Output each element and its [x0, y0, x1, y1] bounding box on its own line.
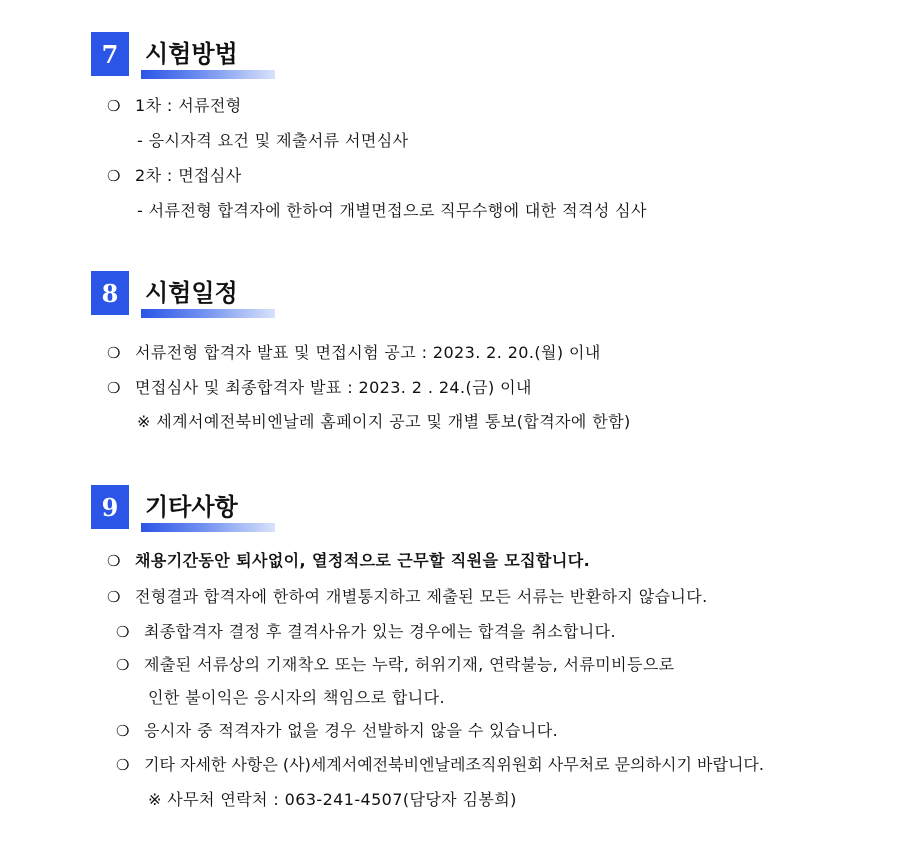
- list-item-text: 최종합격자 결정 후 결격사유가 있는 경우에는 합격을 취소합니다.: [144, 622, 616, 641]
- circle-bullet-icon: ❍: [107, 588, 121, 606]
- section-number-badge: 8: [91, 271, 129, 315]
- section-title: 시험일정: [145, 279, 238, 307]
- circle-bullet-icon: ❍: [116, 656, 130, 674]
- note-text: ※ 사무처 연락처 : 063-241-4507(담당자 김봉희): [148, 790, 517, 809]
- section-number-badge: 7: [91, 32, 129, 76]
- heading-underline: [141, 523, 275, 532]
- circle-bullet-icon: ❍: [107, 167, 121, 185]
- section-title: 기타사항: [145, 493, 238, 521]
- list-item-text: 채용기간동안 퇴사없이, 열정적으로 근무할 직원을 모집합니다.: [135, 551, 591, 570]
- circle-bullet-icon: ❍: [107, 97, 121, 115]
- list-item: [116, 718, 558, 741]
- list-item: [107, 93, 242, 116]
- list-item-text: 응시자 중 적격자가 없을 경우 선발하지 않을 수 있습니다.: [144, 721, 559, 740]
- list-item-text: 인한 불이익은 응시자의 책임으로 합니다.: [148, 688, 445, 707]
- list-item: [107, 340, 601, 363]
- note-item: [148, 787, 517, 810]
- list-item-detail: [137, 128, 408, 151]
- list-item: [107, 584, 708, 607]
- list-item-continuation: [148, 685, 445, 708]
- list-item: [107, 375, 532, 398]
- list-item-text: - 응시자격 요건 및 제출서류 서면심사: [137, 131, 409, 150]
- list-item: [116, 752, 764, 775]
- list-item: [116, 619, 616, 642]
- list-item: [107, 548, 590, 571]
- list-item-text: - 서류전형 합격자에 한하여 개별면접으로 직무수행에 대한 적격성 심사: [137, 201, 647, 220]
- list-item-text: 제출된 서류상의 기재착오 또는 누락, 허위기재, 연락불능, 서류미비등으로: [144, 655, 675, 674]
- circle-bullet-icon: ❍: [107, 552, 121, 570]
- section-number-badge: 9: [91, 485, 129, 529]
- heading-underline: [141, 309, 275, 318]
- list-item-text: 전형결과 합격자에 한하여 개별통지하고 제출된 모든 서류는 반환하지 않습니다.: [135, 587, 708, 606]
- note-item: [137, 409, 631, 432]
- list-item-text: 2차 : 면접심사: [135, 166, 242, 185]
- list-item: [107, 163, 242, 186]
- note-text: ※ 세계서예전북비엔날레 홈페이지 공고 및 개별 통보(합격자에 한함): [137, 412, 631, 431]
- circle-bullet-icon: ❍: [107, 379, 121, 397]
- list-item-detail: [137, 198, 647, 221]
- circle-bullet-icon: ❍: [116, 756, 130, 774]
- list-item-text: 1차 : 서류전형: [135, 96, 242, 115]
- circle-bullet-icon: ❍: [116, 722, 130, 740]
- heading-underline: [141, 70, 275, 79]
- list-item-text: 면접심사 및 최종합격자 발표 : 2023. 2 . 24.(금) 이내: [135, 378, 532, 397]
- list-item-text: 서류전형 합격자 발표 및 면접시험 공고 : 2023. 2. 20.(월) 이내: [135, 343, 601, 362]
- circle-bullet-icon: ❍: [116, 623, 130, 641]
- section-title: 시험방법: [145, 40, 238, 68]
- list-item: [116, 652, 675, 675]
- list-item-text: 기타 자세한 사항은 (사)세계서예전북비엔날레조직위원회 사무처로 문의하시기 바랍니다.: [144, 755, 764, 774]
- circle-bullet-icon: ❍: [107, 344, 121, 362]
